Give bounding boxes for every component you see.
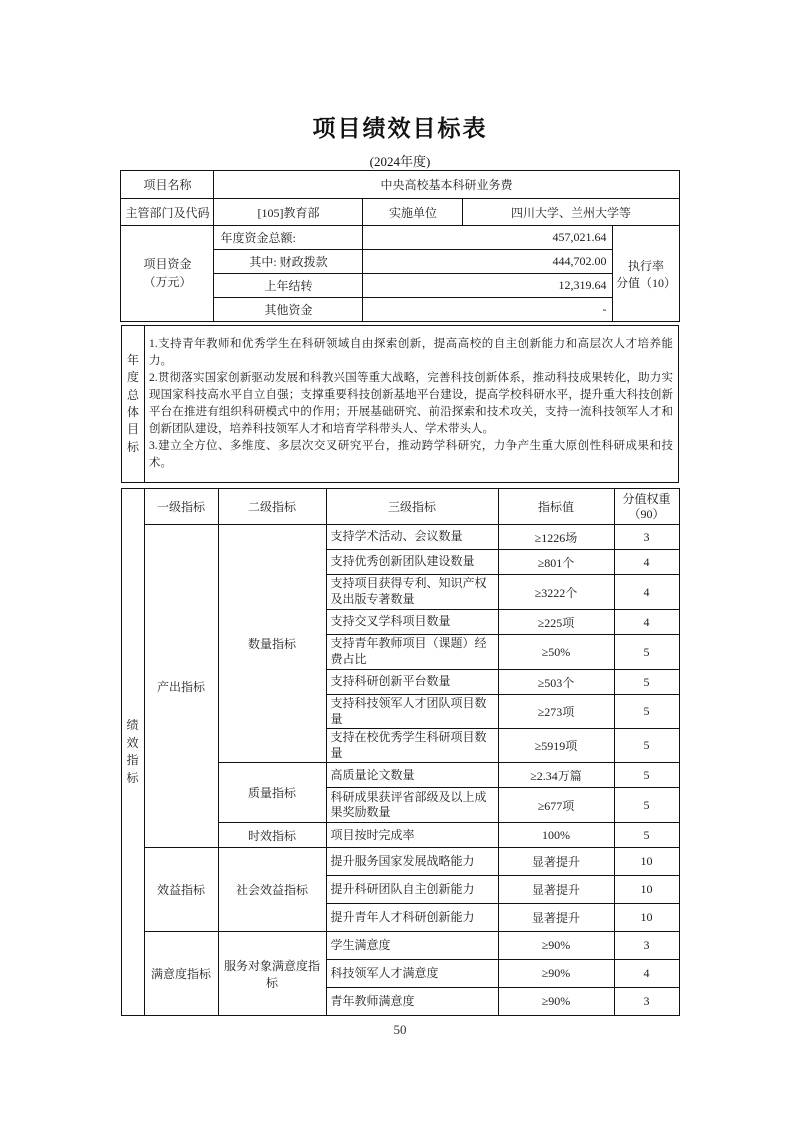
project-name-label: 项目名称	[121, 171, 214, 199]
indicator-weight: 4	[614, 575, 679, 610]
indicator-weight: 3	[614, 525, 679, 550]
indicator-value: ≥5919项	[498, 729, 614, 763]
indicator-weight: 10	[614, 848, 679, 876]
indicator-value: ≥50%	[498, 635, 614, 670]
indicator-weight: 3	[614, 988, 679, 1016]
level2-cell: 社会效益指标	[218, 848, 326, 932]
page-subtitle: (2024年度)	[369, 154, 431, 169]
indicator-weight: 5	[614, 763, 679, 788]
level1-cell: 产出指标	[144, 525, 218, 848]
header-weight-line2: （90）	[628, 506, 665, 521]
indicator-value: 显著提升	[498, 904, 614, 932]
table-row	[121, 171, 679, 199]
indicator-name: 提升科研团队自主创新能力	[326, 876, 498, 904]
level2-cell: 质量指标	[218, 763, 326, 823]
indicator-value: ≥1226场	[498, 525, 614, 550]
indicator-name: 支持学术活动、会议数量	[326, 525, 498, 550]
indicator-weight: 4	[614, 960, 679, 988]
indicator-value: 显著提升	[498, 876, 614, 904]
header-value: 指标值	[498, 489, 614, 525]
indicator-value: 显著提升	[498, 848, 614, 876]
fund-row-label: 其中: 财政拨款	[214, 250, 363, 274]
fund-row-label: 上年结转	[214, 274, 363, 298]
indicator-name: 青年教师满意度	[326, 988, 498, 1016]
table-row	[121, 932, 679, 960]
table-row	[121, 199, 679, 226]
level2-cell: 数量指标	[218, 525, 326, 763]
level1-cell: 满意度指标	[144, 932, 218, 1016]
page-number: 50	[393, 1022, 407, 1037]
indicator-name: 科技领军人才满意度	[326, 960, 498, 988]
fund-row-value: -	[363, 298, 613, 322]
fund-row-label: 年度资金总额:	[214, 226, 363, 250]
indicator-weight: 4	[614, 550, 679, 575]
indicator-name: 提升服务国家发展战略能力	[326, 848, 498, 876]
indicator-weight: 4	[614, 610, 679, 635]
fund-row-value: 457,021.64	[363, 226, 613, 250]
indicator-value: ≥801个	[498, 550, 614, 575]
header-level2: 二级指标	[218, 489, 326, 525]
indicator-name: 支持在校优秀学生科研项目数量	[326, 729, 498, 763]
fund-row-value: 12,319.64	[363, 274, 613, 298]
table-row	[121, 525, 679, 550]
indicator-value: ≥3222个	[498, 575, 614, 610]
dept-label: 主管部门及代码	[121, 199, 214, 226]
indicator-weight: 5	[614, 788, 679, 823]
indicator-name: 支持青年教师项目（课题）经费占比	[326, 635, 498, 670]
indicator-name: 支持优秀创新团队建设数量	[326, 550, 498, 575]
impl-unit-value: 四川大学、兰州大学等	[463, 199, 679, 226]
indicator-name: 高质量论文数量	[326, 763, 498, 788]
indicator-weight: 5	[614, 695, 679, 729]
indicator-name: 支持项目获得专利、知识产权及出版专著数量	[326, 575, 498, 610]
level2-cell: 时效指标	[218, 823, 326, 848]
indicator-name: 项目按时完成率	[326, 823, 498, 848]
funds-label	[121, 226, 214, 322]
header-weight-line1: 分值权重	[622, 491, 671, 506]
indicator-weight: 10	[614, 876, 679, 904]
performance-indicators-side-label: 绩效指标	[121, 489, 144, 1016]
annual-goals-section	[121, 325, 679, 483]
indicator-name: 科研成果获评省部级及以上成果奖励数量	[326, 788, 498, 823]
fund-row-label: 其他资金	[214, 298, 363, 322]
indicator-weight: 5	[614, 635, 679, 670]
annual-goals-label: 年度总体目标	[122, 326, 145, 482]
indicator-value: 100%	[498, 823, 614, 848]
indicator-name: 支持交叉学科项目数量	[326, 610, 498, 635]
table-row	[121, 848, 679, 876]
indicator-value: ≥273项	[498, 695, 614, 729]
funds-label-line2: （万元）	[143, 274, 192, 289]
funds-label-line1: 项目资金	[143, 257, 192, 272]
indicator-value: ≥677项	[498, 788, 614, 823]
indicator-weight: 5	[614, 823, 679, 848]
indicator-weight: 5	[614, 670, 679, 695]
impl-unit-label: 实施单位	[363, 199, 463, 226]
indicator-value: ≥90%	[498, 932, 614, 960]
header-level3: 三级指标	[326, 489, 498, 525]
header-weight	[614, 489, 679, 525]
indicator-value: ≥2.34万篇	[498, 763, 614, 788]
indicators-table	[121, 488, 680, 1016]
execution-rate-line2: 分值（10）	[615, 275, 676, 290]
indicator-value: ≥90%	[498, 988, 614, 1016]
execution-rate-line1: 执行率	[627, 258, 664, 273]
indicator-name: 提升青年人才科研创新能力	[326, 904, 498, 932]
level1-cell: 效益指标	[144, 848, 218, 932]
goal-item: 2.贯彻落实国家创新驱动发展和科教兴国等重大战略，完善科技创新体系，推动科技成果转化，助力实现国家科技高水平自立自强；支撑重要科技创新基地平台建设，提高学校科研水平，提升重大科技创新平台在推进有组织科研模式中的作用；开展基础研究、前沿探索和技术攻关，支持一流科技领军人才和创新团队建设，培养科技领军人才和培育学科带头人、学术带头人。	[149, 372, 673, 435]
indicators-header-row	[121, 489, 679, 525]
annual-goals-text	[145, 326, 678, 482]
indicator-weight: 3	[614, 932, 679, 960]
page-title: 项目绩效目标表	[312, 115, 488, 141]
indicator-value: ≥503个	[498, 670, 614, 695]
indicator-value: ≥225项	[498, 610, 614, 635]
dept-value: [105]教育部	[214, 199, 363, 226]
level2-cell: 服务对象满意度指标	[218, 932, 326, 1016]
indicator-name: 支持科技领军人才团队项目数量	[326, 695, 498, 729]
goal-item: 3.建立全方位、多维度、多层次交叉研究平台，推动跨学科研究，力争产生重大原创性科研成果和技术。	[149, 440, 673, 469]
indicator-name: 支持科研创新平台数量	[326, 670, 498, 695]
table-row	[121, 226, 679, 250]
goal-item: 1.支持青年教师和优秀学生在科研领域自由探索创新，提高高校的自主创新能力和高层次人才培养能力。	[149, 338, 673, 367]
fund-row-value: 444,702.00	[363, 250, 613, 274]
project-name-value: 中央高校基本科研业务费	[214, 171, 679, 199]
indicator-name: 学生满意度	[326, 932, 498, 960]
header-level1: 一级指标	[144, 489, 218, 525]
indicator-weight: 10	[614, 904, 679, 932]
indicator-weight: 5	[614, 729, 679, 763]
project-info-table	[120, 170, 679, 322]
indicator-value: ≥90%	[498, 960, 614, 988]
execution-rate-score-label	[613, 226, 679, 322]
